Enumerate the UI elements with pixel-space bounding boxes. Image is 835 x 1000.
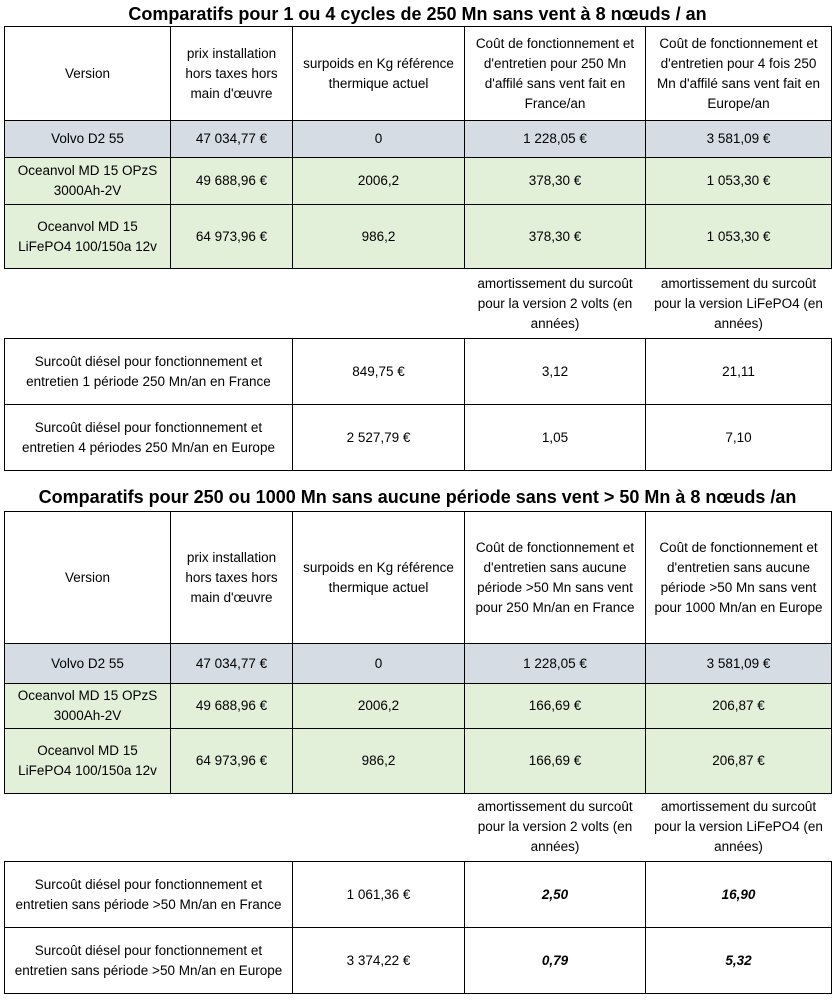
- cell-amortissement-2v: 1,05: [465, 405, 646, 471]
- cell-version: Volvo D2 55: [5, 644, 171, 684]
- header-version: Version: [5, 512, 171, 644]
- empty-cell: [171, 269, 293, 339]
- cell-cout-europe: 1 053,30 €: [646, 205, 832, 269]
- empty-cell: [171, 794, 293, 861]
- header-cout-europe: Coût de fonctionnement et d'entretien pour 4 fois 250 Mn d'affilé sans vent fait en Europe/an: [646, 27, 832, 121]
- header-prix-installation: prix installation hors taxes hors main d'œuvre: [171, 27, 293, 121]
- cell-prix: 64 973,96 €: [171, 729, 293, 794]
- cell-surcout-label: Surcoût diésel pour fonctionnement et entretien 4 périodes 250 Mn/an en Europe: [5, 405, 293, 471]
- cell-surpoids: 986,2: [293, 729, 465, 794]
- cell-amortissement-lifepo4: 21,11: [646, 339, 832, 405]
- section1-comparison-table: [4, 26, 832, 339]
- amortissement-header-row: [5, 269, 832, 339]
- header-version: Version: [5, 27, 171, 121]
- cell-prix: 49 688,96 €: [171, 158, 293, 205]
- cell-surpoids: 0: [293, 121, 465, 158]
- cell-cout-europe: 1 053,30 €: [646, 158, 832, 205]
- header-surpoids: surpoids en Kg référence thermique actuel: [293, 27, 465, 121]
- cell-version: Volvo D2 55: [5, 121, 171, 158]
- cell-version: Oceanvol MD 15 LiFePO4 100/150a 12v: [5, 205, 171, 269]
- cell-version: Oceanvol MD 15 LiFePO4 100/150a 12v: [5, 729, 171, 794]
- amortissement-lifepo4-header: amortissement du surcoût pour la version LiFePO4 (en années): [654, 275, 823, 331]
- cell-cout-europe: 206,87 €: [646, 729, 832, 794]
- table-row: [5, 862, 832, 928]
- cell-surpoids: 2006,2: [293, 158, 465, 205]
- amortissement-header-row: [5, 794, 832, 861]
- table-row: [5, 205, 832, 269]
- cell-surcout-montant: 2 527,79 €: [293, 405, 465, 471]
- amortissement-lifepo4-header: amortissement du surcoût pour la version LiFePO4 (en années): [654, 799, 823, 855]
- table-row: [5, 684, 832, 729]
- section2-surcout-table: [4, 861, 832, 994]
- section2-comparison-table: [4, 511, 832, 861]
- cell-prix: 47 034,77 €: [171, 644, 293, 684]
- empty-cell: [293, 269, 465, 339]
- cell-cout-france: 166,69 €: [465, 684, 646, 729]
- empty-cell: [293, 794, 465, 861]
- cell-cout-france: 166,69 €: [465, 729, 646, 794]
- table-row: [5, 339, 832, 405]
- table-row: [5, 644, 832, 684]
- cell-prix: 64 973,96 €: [171, 205, 293, 269]
- header-cout-france: Coût de fonctionnement et d'entretien sans aucune période >50 Mn sans vent pour 250 Mn/an en France: [465, 512, 646, 644]
- cell-surpoids: 986,2: [293, 205, 465, 269]
- amortissement-2v-header: amortissement du surcoût pour la version 2 volts (en années): [477, 799, 633, 855]
- table-row: [5, 121, 832, 158]
- cell-surcout-montant: 3 374,22 €: [293, 928, 465, 994]
- section2-title: Comparatifs pour 250 ou 1000 Mn sans aucune période sans vent > 50 Mn à 8 nœuds /an: [38, 487, 797, 507]
- cell-amortissement-2v: 3,12: [465, 339, 646, 405]
- amortissement-2v-header: amortissement du surcoût pour la version 2 volts (en années): [477, 275, 633, 331]
- cell-surcout-label: Surcoût diésel pour fonctionnement et entretien sans période >50 Mn/an en France: [5, 862, 293, 928]
- cell-amortissement-lifepo4: 16,90: [646, 862, 832, 928]
- header-prix-installation: prix installation hors taxes hors main d'œuvre: [171, 512, 293, 644]
- cell-amortissement-2v: 2,50: [465, 862, 646, 928]
- cell-cout-france: 378,30 €: [465, 158, 646, 205]
- cell-surcout-montant: 1 061,36 €: [293, 862, 465, 928]
- table-row: [5, 729, 832, 794]
- cell-surcout-label: Surcoût diésel pour fonctionnement et entretien sans période >50 Mn/an en Europe: [5, 928, 293, 994]
- cell-amortissement-lifepo4: 5,32: [646, 928, 832, 994]
- cell-cout-france: 1 228,05 €: [465, 644, 646, 684]
- cell-amortissement-2v: 0,79: [465, 928, 646, 994]
- empty-cell: [5, 269, 171, 339]
- table-row: [5, 158, 832, 205]
- cell-cout-europe: 3 581,09 €: [646, 121, 832, 158]
- header-cout-france: Coût de fonctionnement et d'entretien pour 250 Mn d'affilé sans vent fait en France/an: [465, 27, 646, 121]
- table-row: [5, 405, 832, 471]
- cell-amortissement-lifepo4: 7,10: [646, 405, 832, 471]
- cell-surcout-label: Surcoût diésel pour fonctionnement et entretien 1 période 250 Mn/an en France: [5, 339, 293, 405]
- cell-prix: 49 688,96 €: [171, 684, 293, 729]
- table-header-row: [5, 27, 832, 121]
- section1-surcout-table: [4, 338, 832, 471]
- cell-prix: 47 034,77 €: [171, 121, 293, 158]
- cell-version: Oceanvol MD 15 OPzS 3000Ah-2V: [5, 158, 171, 205]
- header-surpoids: surpoids en Kg référence thermique actuel: [293, 512, 465, 644]
- cell-surpoids: 0: [293, 644, 465, 684]
- cell-version: Oceanvol MD 15 OPzS 3000Ah-2V: [5, 684, 171, 729]
- table-header-row: [5, 512, 832, 644]
- cell-cout-europe: 206,87 €: [646, 684, 832, 729]
- empty-cell: [5, 794, 171, 861]
- cell-cout-france: 1 228,05 €: [465, 121, 646, 158]
- cell-surcout-montant: 849,75 €: [293, 339, 465, 405]
- header-cout-europe: Coût de fonctionnement et d'entretien sans aucune période >50 Mn sans vent pour 1000 Mn/an en Europe: [646, 512, 832, 644]
- cell-surpoids: 2006,2: [293, 684, 465, 729]
- cell-cout-france: 378,30 €: [465, 205, 646, 269]
- table-row: [5, 928, 832, 994]
- section1-title: Comparatifs pour 1 ou 4 cycles de 250 Mn sans vent à 8 nœuds / an: [128, 4, 707, 24]
- cell-cout-europe: 3 581,09 €: [646, 644, 832, 684]
